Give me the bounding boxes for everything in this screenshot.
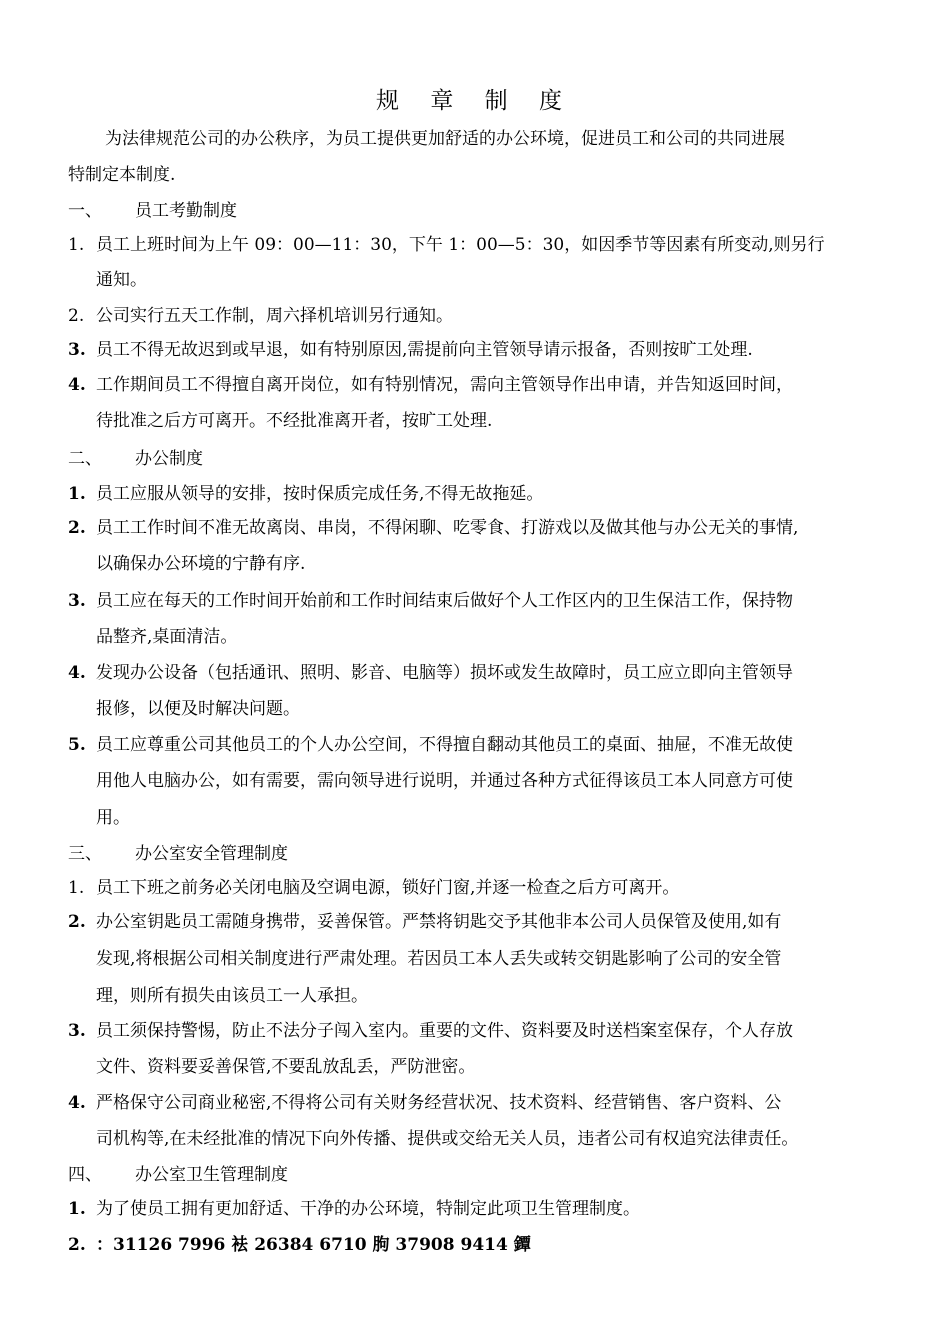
section-number: 三、 [68,844,102,864]
item-text: 员工上班时间为上午 09：00—11：30，下午 1：00—5：30，如因季节等因素有所变动,则另行 [96,235,825,255]
item-text: 员工不得无故迟到或早退，如有特别原因,需提前向主管领导请示报备，否则按旷工处理. [96,340,753,360]
intro-line-1: 为法律规范公司的办公秩序，为员工提供更加舒适的办公环境，促进员工和公司的共同进展 [105,129,785,149]
item-text: 员工应尊重公司其他员工的个人办公空间，不得擅自翻动其他员工的桌面、抽屉，不准无故使 [96,735,793,755]
item-text: 员工应服从领导的安排，按时保质完成任务,不得无故拖延。 [96,484,544,504]
item-text: 员工工作时间不准无故离岗、串岗，不得闲聊、吃零食、打游戏以及做其他与办公无关的事情, [96,518,799,538]
item-text-continued: 理，则所有损失由该员工一人承担。 [96,986,368,1006]
item-text-continued: 报修，以便及时解决问题。 [96,699,300,719]
section-title: 员工考勤制度 [135,201,237,221]
item-text-continued: 文件、资料要妥善保管,不要乱放乱丢，严防泄密。 [96,1057,476,1077]
item-number: 1. [68,878,85,898]
section-number: 二、 [68,449,102,469]
item-text: 公司实行五天工作制，周六择机培训另行通知。 [96,306,453,326]
item-text-continued: 通知。 [96,270,147,290]
item-text-continued: 待批准之后方可离开。不经批准离开者，按旷工处理. [96,411,493,431]
item-number: 3. [68,1021,86,1041]
item-number: 2. [68,912,86,932]
section-number: 四、 [68,1165,102,1185]
item-number: 4. [68,375,86,395]
item-text: 发现办公设备（包括通讯、照明、影音、电脑等）损坏或发生故障时，员工应立即向主管领导 [96,663,793,683]
section-title: 办公室安全管理制度 [135,844,288,864]
item-number: 3. [68,340,86,360]
item-text: 办公室钥匙员工需随身携带，妥善保管。严禁将钥匙交予其他非本公司人员保管及使用,如有 [96,912,782,932]
item-number: 2. [68,518,86,538]
item-text-continued: 用。 [96,808,130,828]
intro-line-2: 特制定本制度. [68,165,176,185]
item-text-continued: 发现,将根据公司相关制度进行严肃处理。若因员工本人丢失或转交钥匙影响了公司的安全管 [96,949,782,969]
item-text: 员工应在每天的工作时间开始前和工作时间结束后做好个人工作区内的卫生保洁工作，保持物 [96,591,793,611]
section-title: 办公室卫生管理制度 [135,1165,288,1185]
item-number: 2. [68,1235,86,1255]
section-number: 一、 [68,201,102,221]
item-number: 4. [68,663,86,683]
item-text: 严格保守公司商业秘密,不得将公司有关财务经营状况、技术资料、经营销售、客户资料、公 [96,1093,782,1113]
item-text-continued: 品整齐,桌面清洁。 [96,627,238,647]
section-title: 办公制度 [135,449,203,469]
item-number: 4. [68,1093,86,1113]
item-text: ：31126 7996 袪 26384 6710 朐 37908 9414 鐔 [96,1235,531,1255]
item-number: 5. [68,735,86,755]
item-number: 1. [68,484,86,504]
item-text: 工作期间员工不得擅自离开岗位，如有特别情况，需向主管领导作出申请，并告知返回时间， [96,375,793,395]
item-text-continued: 用他人电脑办公，如有需要，需向领导进行说明，并通过各种方式征得该员工本人同意方可使 [96,771,793,791]
item-text: 员工下班之前务必关闭电脑及空调电源，锁好门窗,并逐一检查之后方可离开。 [96,878,680,898]
page-title: 规 章 制 度 [376,88,574,114]
item-number: 1. [68,1199,86,1219]
item-text-continued: 司机构等,在未经批准的情况下向外传播、提供或交给无关人员，违者公司有权追究法律责任。 [96,1129,799,1149]
item-number: 3. [68,591,86,611]
item-text: 员工须保持警惕，防止不法分子闯入室内。重要的文件、资料要及时送档案室保存，个人存放 [96,1021,793,1041]
item-text-continued: 以确保办公环境的宁静有序. [96,554,306,574]
item-number: 2. [68,306,85,326]
item-number: 1. [68,235,85,255]
item-text: 为了使员工拥有更加舒适、干净的办公环境，特制定此项卫生管理制度。 [96,1199,640,1219]
